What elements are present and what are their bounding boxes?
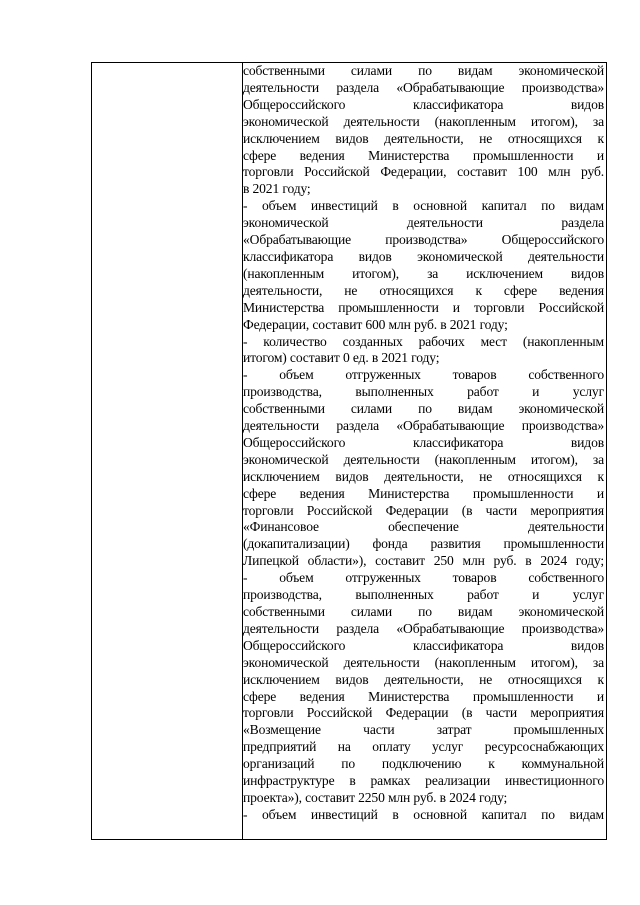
text-line: сфере ведения Министерства промышленности и: [243, 485, 604, 501]
text-line: организаций по подключению к коммунальной: [243, 756, 604, 772]
text-line: производства, выполненных работ и услуг: [243, 384, 604, 400]
text-line: Министерства промышленности и торговли Российской: [243, 299, 604, 315]
table-cell-right: [243, 63, 604, 839]
table-cell-left: [92, 63, 242, 839]
text-line: собственными силами по видам экономической: [243, 63, 604, 78]
text-line: (накопленным итогом), за исключением видов: [243, 265, 604, 281]
text-line: в 2021 году;: [243, 181, 311, 197]
text-line: исключением видов деятельности, не относящихся к: [243, 671, 604, 687]
text-line: производства, выполненных работ и услуг: [243, 587, 604, 603]
text-line: - количество созданных рабочих мест (накопленным: [243, 333, 604, 349]
text-line: экономической деятельности раздела: [243, 215, 604, 231]
text-line: исключением видов деятельности, не относящихся к: [243, 130, 604, 146]
text-line: «Финансовое обеспечение деятельности: [243, 519, 604, 535]
text-line: (докапитализации) фонда развития промышленности: [243, 536, 604, 552]
text-line: исключением видов деятельности, не относящихся к: [243, 468, 604, 484]
text-line: экономической деятельности (накопленным итогом), за: [243, 113, 604, 129]
text-line: деятельности, не относящихся к сфере ведения: [243, 282, 604, 298]
text-line: деятельности раздела «Обрабатывающие производства»: [243, 418, 604, 434]
text-line: предприятий на оплату услуг ресурсоснабжающих: [243, 739, 604, 755]
text-line: Общероссийского классификатора видов: [243, 96, 604, 112]
text-line: - объем инвестиций в основной капитал по видам: [243, 198, 604, 214]
text-line: собственными силами по видам экономической: [243, 604, 604, 619]
text-line: торговли Российской Федерации (в части мероприятия: [243, 705, 604, 721]
text-line: Липецкой области»), составит 250 млн руб. в 2024 году;: [243, 553, 604, 569]
text-line: инфраструктуре в рамках реализации инвестиционного: [243, 773, 604, 789]
text-line: сфере ведения Министерства промышленности и: [243, 688, 604, 704]
text-line: «Возмещение части затрат промышленных: [243, 722, 604, 738]
text-line: деятельности раздела «Обрабатывающие производства»: [243, 79, 604, 95]
text-line: Общероссийского классификатора видов: [243, 637, 604, 653]
text-line: экономической деятельности (накопленным итогом), за: [243, 451, 604, 467]
text-line: деятельности раздела «Обрабатывающие производства»: [243, 620, 604, 636]
text-line: итогом) составит 0 ед. в 2021 году;: [243, 350, 440, 366]
document-table: [91, 62, 607, 840]
text-line: - объем инвестиций в основной капитал по видам: [243, 806, 604, 822]
text-line: классификатора видов экономической деятельности: [243, 248, 604, 264]
text-line: собственными силами по видам экономической: [243, 401, 604, 417]
text-line: проекта»), составит 2250 млн руб. в 2024 году;: [243, 789, 508, 805]
text-line: Общероссийского классификатора видов: [243, 434, 604, 450]
text-line: Федерации, составит 600 млн руб. в 2021 году;: [243, 316, 508, 332]
text-line: сфере ведения Министерства промышленности и: [243, 147, 604, 163]
text-line: «Обрабатывающие производства» Общероссийского: [243, 232, 604, 248]
text-line: - объем отгруженных товаров собственного: [243, 570, 604, 586]
text-line: экономической деятельности (накопленным итогом), за: [243, 654, 604, 670]
text-line: торговли Российской Федерации (в части мероприятия: [243, 502, 604, 518]
text-line: - объем отгруженных товаров собственного: [243, 367, 604, 383]
text-line: торговли Российской Федерации, составит 100 млн руб.: [243, 164, 604, 180]
